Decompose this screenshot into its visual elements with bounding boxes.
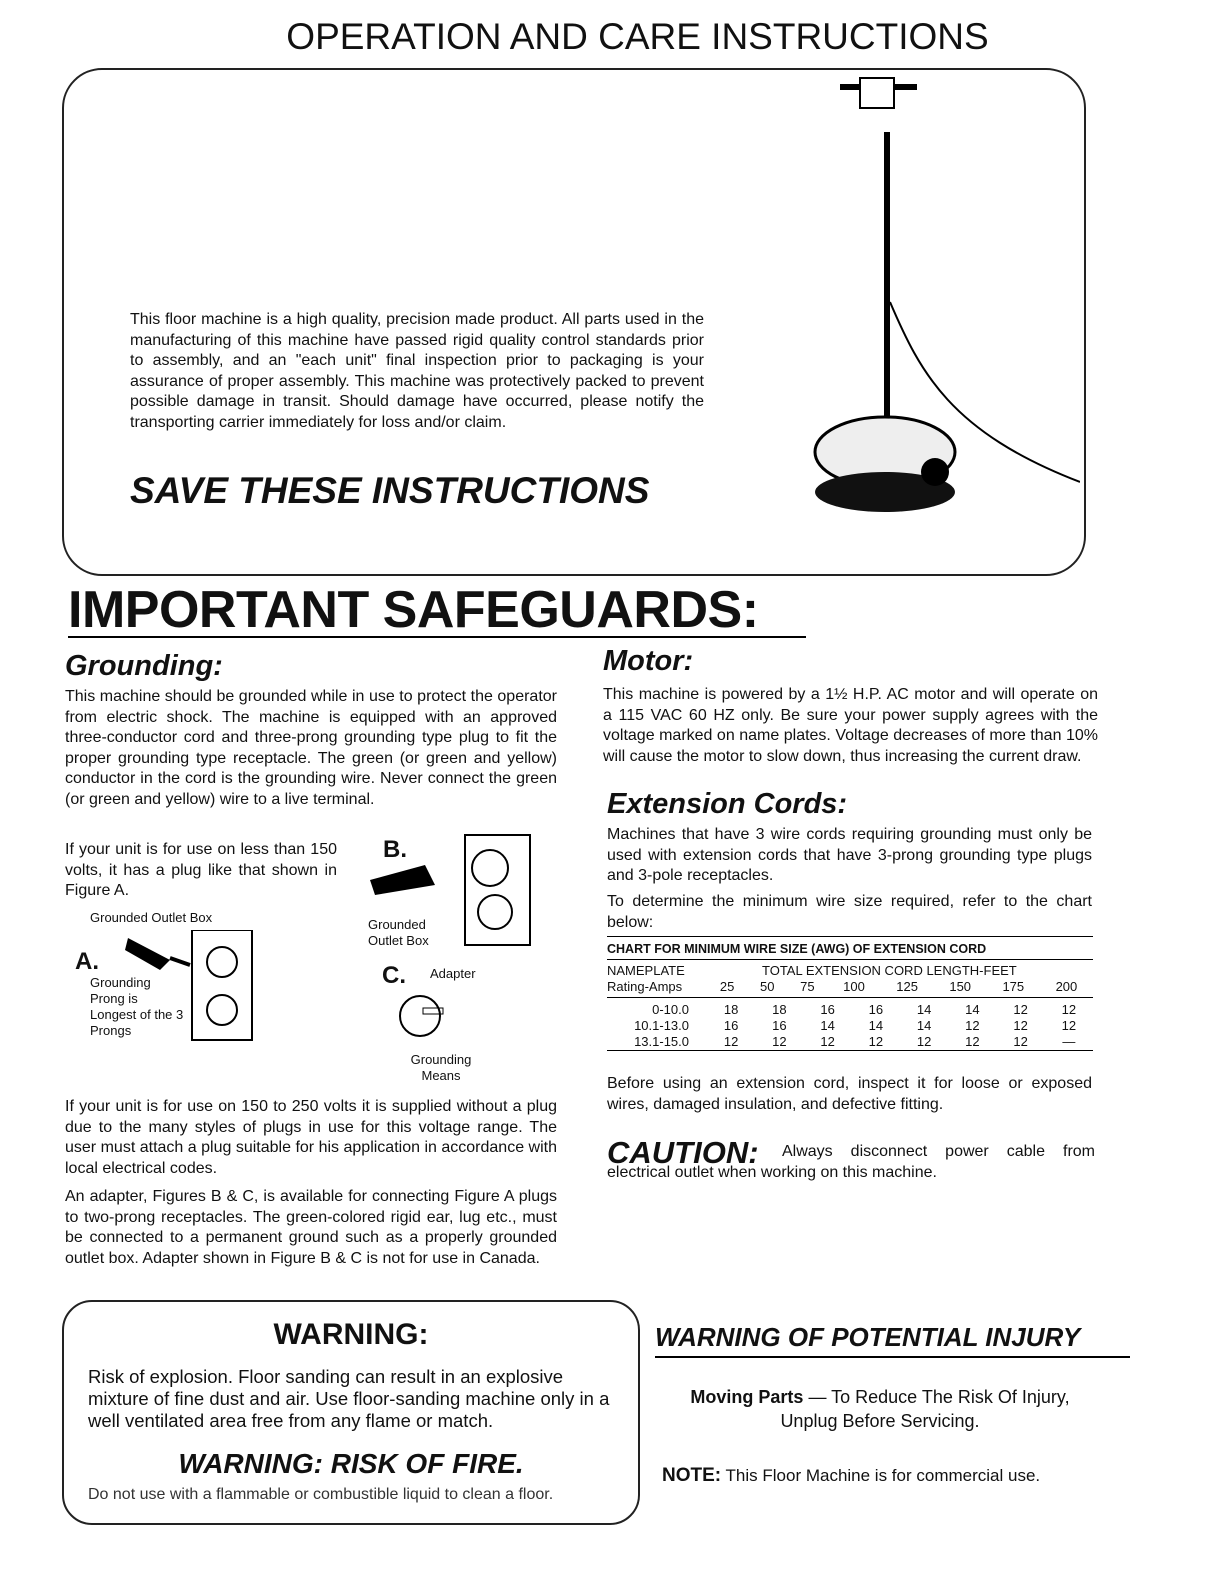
wire-gauge-cell: 12	[1013, 1018, 1028, 1033]
wire-gauge-cell: 16	[772, 1018, 787, 1033]
rating-cell: 0-10.0	[652, 1002, 689, 1017]
grounding-heading: Grounding:	[65, 650, 223, 682]
injury-rule	[655, 1356, 1130, 1358]
safeguards-heading: IMPORTANT SAFEGUARDS:	[68, 581, 759, 639]
length-75: 75	[800, 979, 815, 994]
length-125: 125	[896, 979, 918, 994]
wire-gauge-cell: 12	[1013, 1034, 1028, 1049]
wire-gauge-cell: 14	[916, 1018, 932, 1033]
caution-text: Always disconnect power cable from electrical outlet when working on this machine.	[607, 1143, 1095, 1181]
rating-cell: 13.1-15.0	[634, 1034, 689, 1049]
fig-a-prong-label: Grounding Prong is Longest of the 3 Prongs	[90, 975, 184, 1038]
chart-row	[607, 1034, 1093, 1051]
extension-p2: To determine the minimum wire size required, refer to the chart below:	[607, 893, 1092, 931]
grounding-p4: An adapter, Figures B & C, is available for connecting Figure A plugs to two-prong receptacles. The green-colored rigid ear, lug etc., must be connected to a permanent ground such as a properly grounded outlet box. Adapter shown in Figure B & C is not for use in Canada.	[65, 1188, 557, 1267]
fig-b-label: B.	[383, 836, 407, 863]
chart-span-header: TOTAL EXTENSION CORD LENGTH-FEET	[762, 963, 1017, 978]
moving-parts	[660, 1385, 1100, 1433]
chart-col-nameplate: NAMEPLATE	[607, 963, 685, 978]
wire-gauge-cell: 12	[1061, 1002, 1077, 1017]
fig-a-label: A.	[75, 948, 99, 975]
length-50: 50	[760, 979, 775, 994]
fig-c-means-label: Grounding Means	[410, 1052, 472, 1083]
chart-title: CHART FOR MINIMUM WIRE SIZE (AWG) OF EXTENSION CORD	[607, 937, 1093, 960]
fig-c-label: C.	[382, 962, 406, 989]
figure-a-plug-outlet	[120, 930, 260, 1045]
length-150: 150	[949, 979, 972, 994]
wire-gauge-cell: 12	[916, 1034, 932, 1049]
fig-b-outlet-label: Grounded Outlet Box	[368, 917, 429, 948]
motor-text: This machine is powered by a 1½ H.P. AC motor and will operate on a 115 VAC 60 HZ only. Be sure your power supply agrees with the voltage marked on name plates. Voltage decreases of more than 10% will cause the motor to slow down, thus increasing the current draw.	[603, 686, 1098, 765]
wire-gauge-cell: 12	[965, 1018, 980, 1033]
note-text: This Floor Machine is for commercial use.	[725, 1466, 1041, 1485]
extension-heading: Extension Cords:	[607, 788, 848, 820]
injury-heading: WARNING OF POTENTIAL INJURY	[655, 1322, 1081, 1352]
wire-gauge-cell: 16	[868, 1002, 884, 1017]
wire-gauge-cell: —	[1062, 1034, 1076, 1049]
fire-warning-heading: WARNING: RISK OF FIRE.	[178, 1448, 524, 1479]
grounding-p1: This machine should be grounded while in use to protect the operator from electric shock. The machine is equipped with an approved three-conductor cord and three-prong grounding type plug to fit the proper grounding type receptacle. The green (or green and yellow) conductor in the cord is the grounding wire. Never connect the green (or green and yellow) wire to a live terminal.	[65, 688, 557, 808]
extension-p3: Before using an extension cord, inspect it for loose or exposed wires, damaged insulation, and defective fitting.	[607, 1075, 1092, 1113]
length-175: 175	[1002, 979, 1025, 994]
wire-gauge-cell: 18	[723, 1002, 739, 1017]
length-25: 25	[719, 979, 735, 994]
moving-parts-text: To Reduce The Risk Of Injury, Unplug Before Servicing.	[780, 1387, 1070, 1431]
fig-a-outlet-label: Grounded Outlet Box	[90, 910, 213, 925]
moving-parts-label: Moving Parts	[690, 1387, 804, 1407]
note	[662, 1465, 1040, 1487]
wire-gauge-cell: 14	[965, 1002, 980, 1017]
wire-size-chart	[607, 936, 1093, 1051]
wire-gauge-cell: 16	[820, 1002, 835, 1017]
dash: —	[803, 1387, 832, 1407]
caution-label: CAUTION:	[607, 1135, 759, 1170]
wire-gauge-cell: 14	[916, 1002, 932, 1017]
extension-p1: Machines that have 3 wire cords requiring grounding must only be used with extension cords that have 3-prong grounding type plugs and 3-pole receptacles.	[607, 826, 1092, 885]
rating-cell: 10.1-13.0	[634, 1018, 689, 1033]
safeguards-rule	[68, 636, 806, 638]
warning-heading: WARNING:	[273, 1318, 429, 1351]
warning-text: Risk of explosion. Floor sanding can result in an explosive mixture of fine dust and air. Use floor-sanding machine only in a well ventilated area free from any flame or match.	[88, 1366, 610, 1431]
grounding-p2: If your unit is for use on less than 150 volts, it has a plug like that shown in Figure A.	[65, 841, 337, 900]
grounding-p3: If your unit is for use on 150 to 250 volts it is supplied without a plug due to the many styles of plugs in use for this voltage range. The user must attach a plug suitable for his application in accordance with local electrical codes.	[65, 1098, 557, 1177]
fig-c-adapter-label: Adapter	[430, 966, 476, 981]
chart-row	[607, 1002, 1093, 1018]
fire-warning-text: Do not use with a flammable or combustible liquid to clean a floor.	[88, 1486, 554, 1503]
chart-row	[607, 1018, 1093, 1034]
figure-c-adapter	[395, 988, 455, 1048]
note-label: NOTE:	[662, 1465, 722, 1486]
wire-gauge-cell: 12	[772, 1034, 787, 1049]
floor-machine-illustration	[800, 72, 1080, 552]
wire-gauge-cell: 12	[1061, 1018, 1077, 1033]
length-100: 100	[843, 979, 865, 994]
motor-heading: Motor:	[603, 645, 694, 677]
chart-col-rating: Rating-Amps	[607, 979, 683, 994]
intro-text: This floor machine is a high quality, precision made product. All parts used in the manufacturing of this machine have passed rigid quality control standards prior to assembly, and an "each unit" final inspection prior to packaging is your assurance of proper assembly. This machine was protectively packed to prevent possible damage in transit. Should damage have occurred, please notify the transporting carrier immediately for loss and/or claim.	[130, 311, 704, 431]
wire-gauge-cell: 18	[772, 1002, 787, 1017]
save-instructions: SAVE THESE INSTRUCTIONS	[130, 470, 650, 511]
wire-gauge-cell: 12	[820, 1034, 835, 1049]
length-200: 200	[1055, 979, 1078, 994]
wire-gauge-cell: 12	[965, 1034, 980, 1049]
wire-gauge-cell: 14	[868, 1018, 884, 1033]
wire-gauge-cell: 12	[723, 1034, 739, 1049]
wire-gauge-cell: 12	[868, 1034, 884, 1049]
page-title: OPERATION AND CARE INSTRUCTIONS	[286, 16, 989, 57]
wire-gauge-cell: 14	[820, 1018, 835, 1033]
wire-gauge-cell: 12	[1013, 1002, 1028, 1017]
wire-gauge-cell: 16	[723, 1018, 739, 1033]
